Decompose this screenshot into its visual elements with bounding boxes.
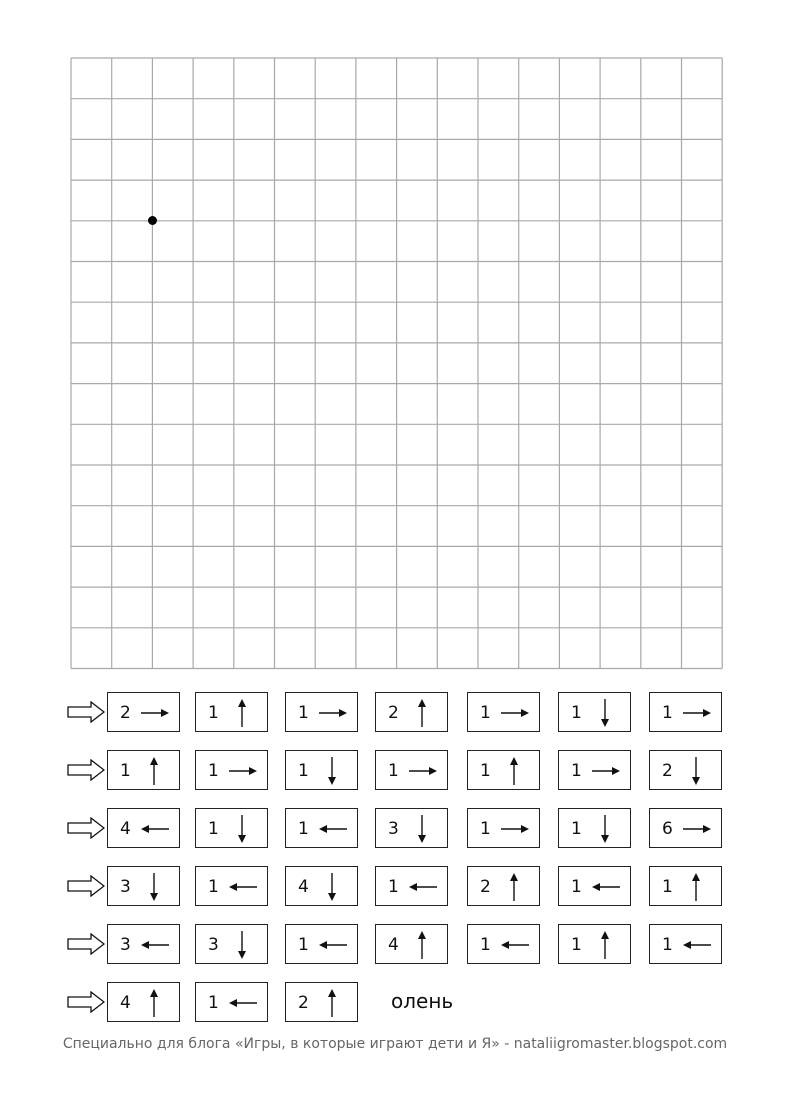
command-card <box>558 924 631 964</box>
up-arrow-icon <box>599 930 611 960</box>
command-card <box>107 808 180 848</box>
command-card <box>107 982 180 1022</box>
step-count: 3 <box>120 935 131 955</box>
up-arrow-icon <box>416 930 428 960</box>
step-count: 4 <box>298 877 309 897</box>
command-card <box>107 692 180 732</box>
command-card <box>195 808 268 848</box>
outline-right-arrow-icon <box>67 701 105 723</box>
command-card <box>195 750 268 790</box>
up-arrow-icon <box>508 756 520 786</box>
step-count: 2 <box>298 993 309 1013</box>
up-arrow-icon <box>690 872 702 902</box>
step-count: 2 <box>480 877 491 897</box>
command-row <box>67 866 747 906</box>
step-count: 1 <box>208 877 219 897</box>
command-card <box>467 924 540 964</box>
step-count: 3 <box>120 877 131 897</box>
step-count: 4 <box>120 819 131 839</box>
footer-credit: Специально для блога «Игры, в которые играют дети и Я» - nataliigromaster.blogspot.com <box>62 1036 728 1052</box>
step-count: 6 <box>662 819 673 839</box>
command-card <box>649 924 722 964</box>
right-arrow-icon <box>228 765 258 777</box>
command-card <box>649 692 722 732</box>
right-arrow-icon <box>591 765 621 777</box>
step-count: 1 <box>571 877 582 897</box>
command-row <box>67 808 747 848</box>
step-count: 1 <box>388 761 399 781</box>
up-arrow-icon <box>326 988 338 1018</box>
command-card <box>285 692 358 732</box>
step-count: 1 <box>662 935 673 955</box>
right-arrow-icon <box>140 707 170 719</box>
command-card <box>375 866 448 906</box>
step-count: 1 <box>480 761 491 781</box>
command-card <box>467 808 540 848</box>
up-arrow-icon <box>148 756 160 786</box>
step-count: 1 <box>298 935 309 955</box>
step-count: 1 <box>480 819 491 839</box>
step-count: 1 <box>662 703 673 723</box>
step-count: 4 <box>120 993 131 1013</box>
down-arrow-icon <box>416 814 428 844</box>
command-row <box>67 982 747 1022</box>
left-arrow-icon <box>140 823 170 835</box>
left-arrow-icon <box>228 881 258 893</box>
command-card <box>285 750 358 790</box>
outline-right-arrow-icon <box>67 875 105 897</box>
up-arrow-icon <box>416 698 428 728</box>
outline-right-arrow-icon <box>67 817 105 839</box>
outline-right-arrow-icon <box>67 933 105 955</box>
step-count: 2 <box>388 703 399 723</box>
up-arrow-icon <box>508 872 520 902</box>
step-count: 1 <box>208 993 219 1013</box>
down-arrow-icon <box>148 872 160 902</box>
down-arrow-icon <box>599 698 611 728</box>
command-card <box>467 866 540 906</box>
command-card <box>107 924 180 964</box>
step-count: 1 <box>298 703 309 723</box>
command-row <box>67 924 747 964</box>
command-card <box>285 866 358 906</box>
down-arrow-icon <box>599 814 611 844</box>
right-arrow-icon <box>318 707 348 719</box>
step-count: 1 <box>298 761 309 781</box>
command-card <box>195 982 268 1022</box>
command-card <box>195 692 268 732</box>
step-count: 3 <box>208 935 219 955</box>
command-card <box>285 924 358 964</box>
step-count: 1 <box>571 761 582 781</box>
command-card <box>285 808 358 848</box>
step-count: 4 <box>388 935 399 955</box>
command-card <box>558 866 631 906</box>
step-count: 2 <box>662 761 673 781</box>
command-card <box>558 750 631 790</box>
command-card <box>195 866 268 906</box>
down-arrow-icon <box>236 930 248 960</box>
up-arrow-icon <box>148 988 160 1018</box>
down-arrow-icon <box>690 756 702 786</box>
command-card <box>375 808 448 848</box>
command-row <box>67 750 747 790</box>
step-count: 1 <box>298 819 309 839</box>
command-card <box>649 866 722 906</box>
up-arrow-icon <box>236 698 248 728</box>
step-count: 1 <box>208 761 219 781</box>
step-count: 1 <box>662 877 673 897</box>
step-count: 1 <box>208 819 219 839</box>
command-card <box>558 808 631 848</box>
outline-right-arrow-icon <box>67 991 105 1013</box>
right-arrow-icon <box>408 765 438 777</box>
right-arrow-icon <box>500 823 530 835</box>
right-arrow-icon <box>682 823 712 835</box>
left-arrow-icon <box>682 939 712 951</box>
left-arrow-icon <box>408 881 438 893</box>
left-arrow-icon <box>318 823 348 835</box>
left-arrow-icon <box>500 939 530 951</box>
down-arrow-icon <box>326 872 338 902</box>
command-card <box>375 692 448 732</box>
command-card <box>107 750 180 790</box>
command-card <box>285 982 358 1022</box>
command-card <box>649 808 722 848</box>
outline-right-arrow-icon <box>67 759 105 781</box>
left-arrow-icon <box>140 939 170 951</box>
left-arrow-icon <box>591 881 621 893</box>
right-arrow-icon <box>682 707 712 719</box>
step-count: 1 <box>120 761 131 781</box>
down-arrow-icon <box>326 756 338 786</box>
step-count: 1 <box>571 703 582 723</box>
step-count: 2 <box>120 703 131 723</box>
command-card <box>649 750 722 790</box>
command-row <box>67 692 747 732</box>
left-arrow-icon <box>228 997 258 1009</box>
command-card <box>375 924 448 964</box>
left-arrow-icon <box>318 939 348 951</box>
command-card <box>375 750 448 790</box>
command-card <box>467 750 540 790</box>
command-card <box>195 924 268 964</box>
command-card <box>467 692 540 732</box>
step-count: 1 <box>208 703 219 723</box>
step-count: 3 <box>388 819 399 839</box>
step-count: 1 <box>480 703 491 723</box>
down-arrow-icon <box>236 814 248 844</box>
right-arrow-icon <box>500 707 530 719</box>
command-card <box>558 692 631 732</box>
step-count: 1 <box>571 935 582 955</box>
step-count: 1 <box>571 819 582 839</box>
command-card <box>107 866 180 906</box>
step-count: 1 <box>388 877 399 897</box>
step-count: 1 <box>480 935 491 955</box>
answer-word: олень <box>391 989 454 1013</box>
